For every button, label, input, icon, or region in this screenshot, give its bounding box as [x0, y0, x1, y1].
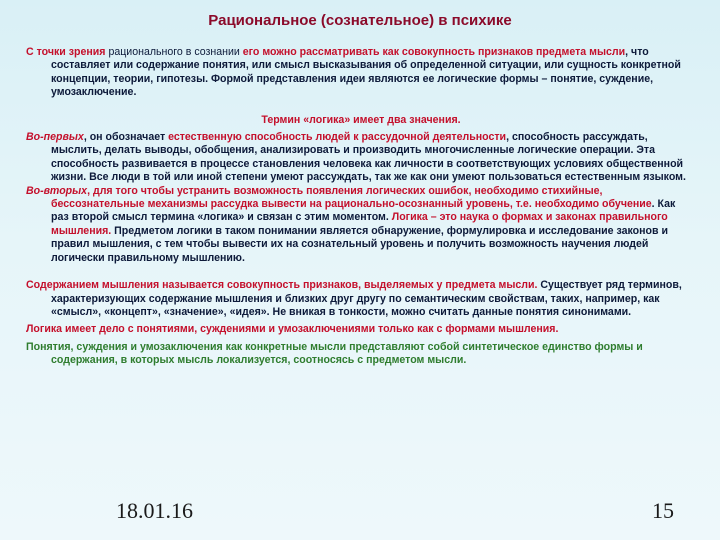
paragraph-second-meaning	[26, 185, 696, 265]
paragraph-logic-forms: Логика имеет дело с понятиями, суждениями и умозаключениями только как с формами мышления.	[26, 323, 559, 336]
paragraph-thinking-content	[26, 279, 696, 319]
p5-highlight: Содержанием мышления называется совокупность признаков, выделяемых у предмета мысли.	[26, 279, 538, 292]
slide-body	[26, 46, 696, 368]
p1-normal: рационального в сознании	[108, 46, 243, 58]
p4-highlight-1: , для того чтобы устранить возможность появления логических ошибок, необходимо стихийные, бессознательные механизмы рассудка вывести на рационально-осознанный уровень, т.е. необходимо обучение	[51, 184, 652, 211]
p5-rest: Существует ряд терминов, характеризующих содержание мышления и близких друг другу по семантическим свойствам, таких, например, как «смысл», «концепт», «значение», «идея». Не вникая в тонкости, можно считать данные понятия синонимами.	[51, 279, 682, 318]
slide-title: Рациональное (сознательное) в психике	[208, 12, 512, 29]
p3-lead: Во-первых	[26, 131, 84, 144]
p4-rest: Предметом логики в таком понимании является обнаружение, формулировка и исследование законов и правил мышления, с тем чтобы вывести их на сознательный уровень и получить возможность научения людей логически правильному мышлению.	[51, 224, 668, 264]
p1-highlight: его можно рассматривать как совокупность признаков предмета мысли	[242, 46, 626, 58]
paragraph-logic-term-heading: Термин «логика» имеет два значения.	[261, 113, 461, 126]
p3-mid: , он обозначает	[83, 131, 169, 144]
p4-mid: . Как раз второй смысл термина «логика» и связан с этим моментом.	[51, 198, 676, 224]
p4-lead: Во-вторых	[26, 184, 88, 197]
p3-rest: , способность рассуждать, мыслить, делать выводы, обобщения, анализировать и производить многочисленные логические операции. Эта способность развивается в процессе становления человека как личности в соответствующих условиях общественной жизни. Все люди в той или иной степени умеют рассуждать, так же как они умеют пользоваться естественным языком.	[51, 131, 686, 184]
slide-page-number: 15	[652, 498, 674, 523]
p1-lead: С точки зрения	[26, 46, 109, 58]
p1-rest: , что составляет или содержание понятия, или смысл высказывания об определенной ситуации, или сущность конкретной концепции, теории, гипотезы. Формой представления идеи являются ее логические формы – понятие, суждение, умозаключение.	[51, 46, 681, 99]
paragraph-synthetic-unity: Понятия, суждения и умозаключения как конкретные мысли представляют собой синтетическое единство формы и содержания, в которых мысль локализуется, соотносясь с предметом мысли.	[26, 340, 643, 367]
paragraph-first-meaning	[26, 131, 696, 185]
p3-highlight: естественную способность людей к рассудочной деятельности	[168, 131, 507, 144]
paragraph-rational-definition	[26, 46, 696, 100]
slide-date: 18.01.16	[116, 498, 193, 523]
p4-highlight-2: Логика – это наука о формах и законах правильного мышления.	[51, 211, 668, 237]
